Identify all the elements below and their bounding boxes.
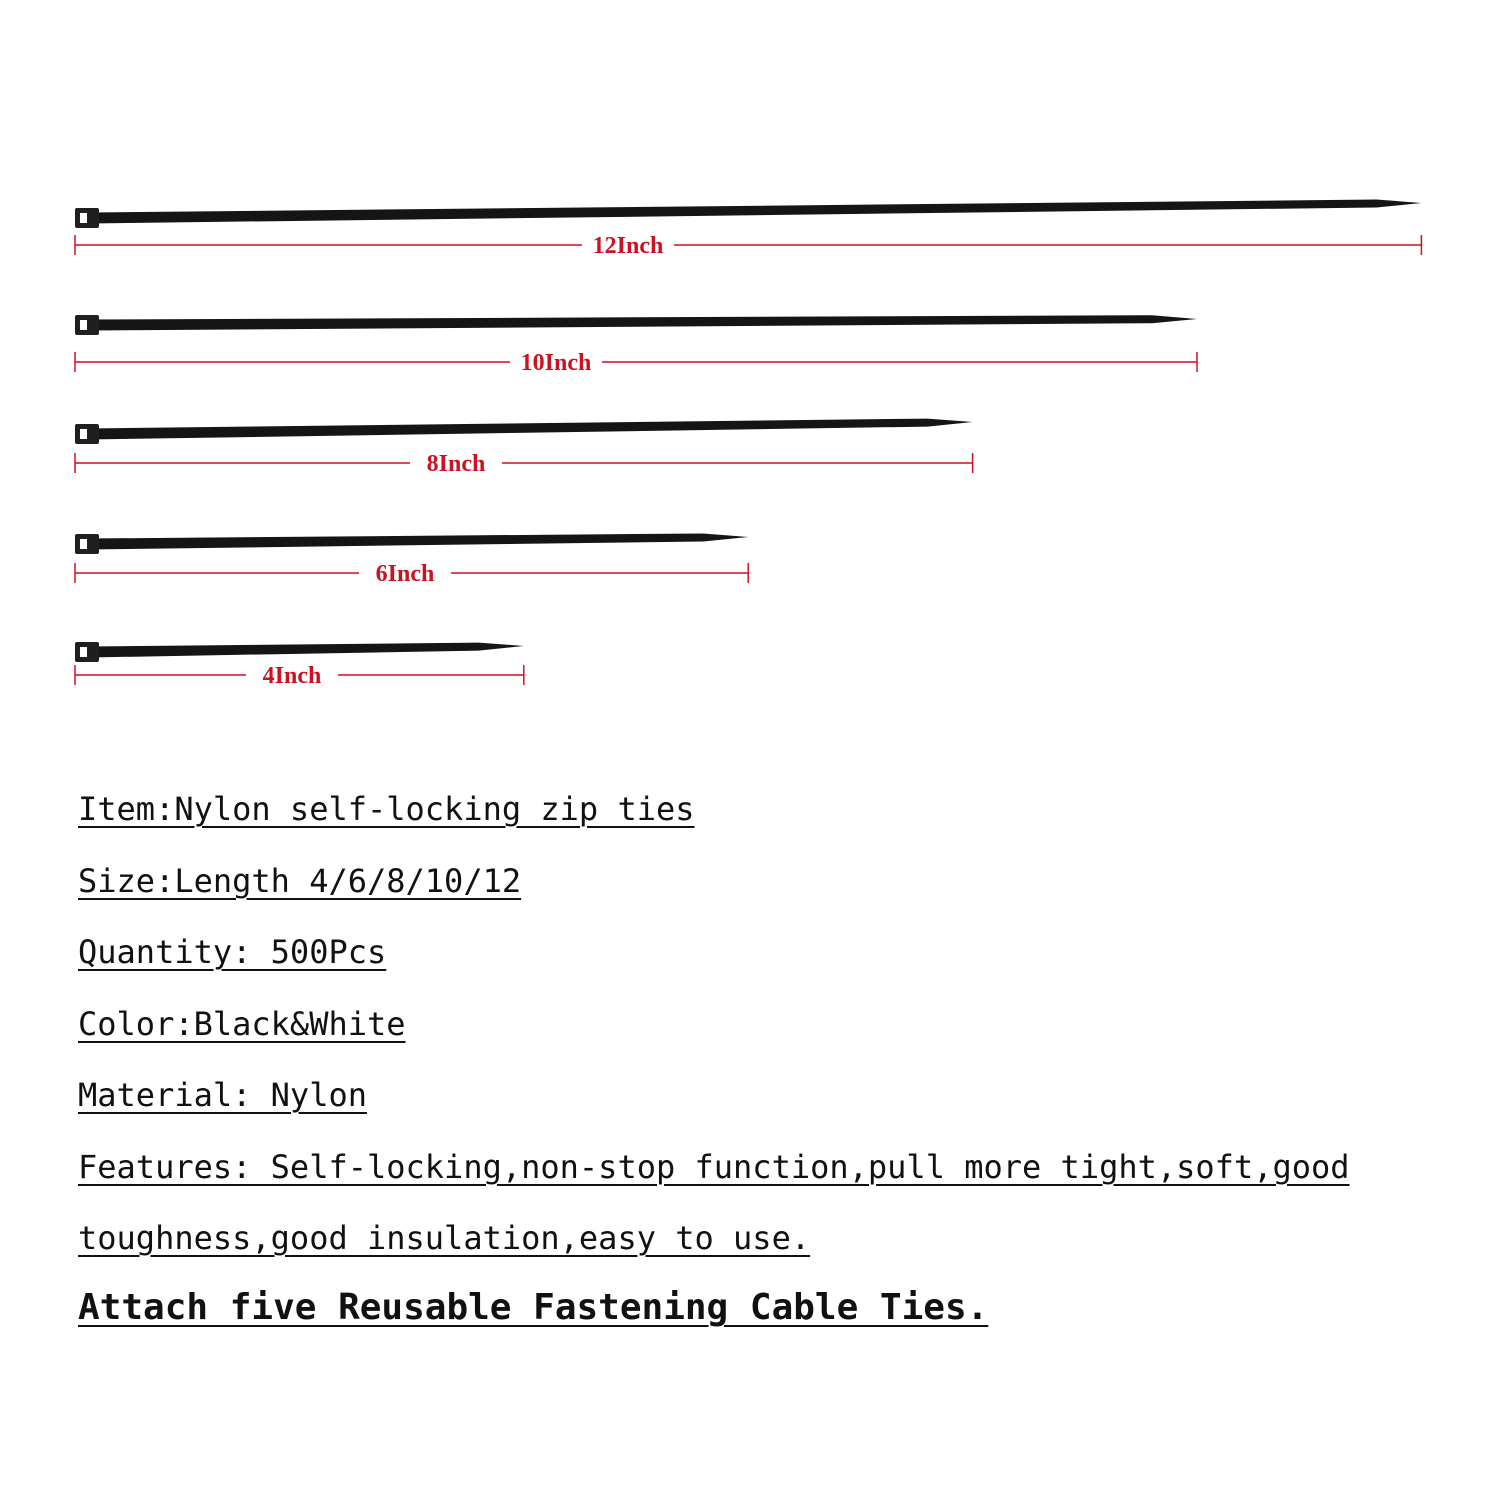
tie-length-label-10in: 10Inch <box>520 350 592 376</box>
cable-tie-head-slot-4in <box>80 647 87 657</box>
cable-tie-strap-8in <box>89 419 973 440</box>
cable-tie-strap-6in <box>89 533 748 549</box>
spec-quantity: Quantity: 500Pcs <box>78 933 387 971</box>
tie-length-label-4in: 4Inch <box>262 663 322 689</box>
spec-features-line-1: Features: Self-locking,non-stop function,pull more tight,soft,good <box>78 1148 1350 1186</box>
spec-size: Size:Length 4/6/8/10/12 <box>78 862 522 900</box>
tie-length-label-12in: 12Inch <box>592 233 664 259</box>
cable-tie-head-slot-10in <box>80 320 87 330</box>
cable-tie-head-slot-12in <box>80 213 87 223</box>
tie-length-label-8in: 8Inch <box>426 451 486 477</box>
spec-color: Color:Black&White <box>78 1005 406 1043</box>
cable-tie-head-slot-8in <box>80 429 87 439</box>
cable-tie-strap-10in <box>89 315 1197 330</box>
cable-tie-strap-12in <box>89 200 1421 224</box>
tie-length-label-6in: 6Inch <box>375 561 435 587</box>
cable-tie-strap-4in <box>89 643 524 658</box>
cable-tie-head-slot-6in <box>80 539 87 549</box>
spec-material: Material: Nylon <box>78 1076 367 1114</box>
spec-attach-note: Attach five Reusable Fastening Cable Ties. <box>78 1287 989 1328</box>
spec-features-line-2: toughness,good insulation,easy to use. <box>78 1219 811 1257</box>
cable-ties-illustration <box>0 0 1500 720</box>
spec-item: Item:Nylon self-locking zip ties <box>78 790 695 828</box>
